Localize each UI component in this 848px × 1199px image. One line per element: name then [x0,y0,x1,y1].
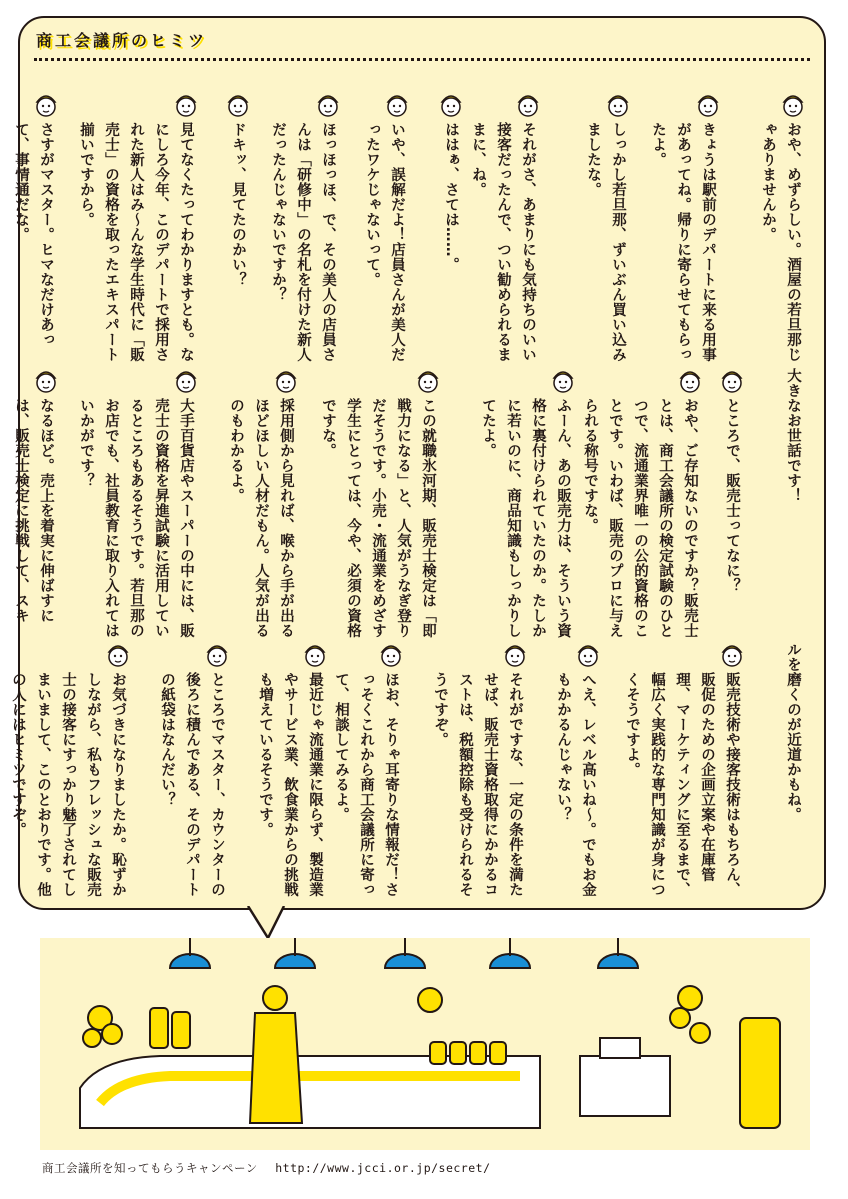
dialogue-line: なるほど。売上を着実に伸ばすには、販売士検定に挑戦して、スキ [13,398,54,623]
page-title: 商工会議所のヒミツ [36,31,208,50]
shop-counter-illustration [40,938,810,1150]
speaker-head-icon [781,92,805,118]
speaker-head-icon [174,368,198,394]
speaker-head-icon [606,92,630,118]
campaign-url[interactable]: http://www.jcci.or.jp/secret/ [275,1161,491,1175]
speaker-head-icon [385,92,409,118]
speaker-head-icon [226,92,250,118]
dialogue-line: 販売技術や接客技術はもちろん、販促のための企画立案や在庫管理、マーケティングに至るまで、幅広く実践的な専門知識が身につくそうですよ。 [624,672,740,897]
dialogue-line: ルを磨くのが近道かもね。 [785,642,801,822]
speaker-head-icon [379,642,403,668]
speaker-head-icon [720,642,744,668]
dialogue-line: へえ、レベル高いね〜。でもお金もかかるんじゃない？ [555,672,596,897]
dialogue-line: 見てなくたってわかりますとも。なにしろ今年、このデパートで採用された新人はみ〜んな学生時代に「販売士」の資格を取ったエキスパート揃いですから。 [78,122,194,362]
speech-bubble-tail [246,906,286,940]
speaker-head-icon [551,368,575,394]
speaker-head-icon [303,642,327,668]
speaker-head-icon [274,368,298,394]
dialogue-line: いや、誤解だよ！店員さんが美人だったワケじゃないって。 [364,122,405,362]
dialogue-line: それがさ、あまりにも気持ちのいい接客だったんで、つい勧められるままに、ね。 [470,122,536,362]
speaker-head-icon [503,642,527,668]
dialogue-line: ドキッ、見てたのかい？ [230,122,246,287]
dialogue-line: しっかし若旦那、ずいぶん買い込みましたな。 [585,122,626,362]
dialogue-line: ほっほっほ、で、その美人の店員さんは「研修中」の名札を付けた新人だったんじゃないですか？ [270,122,336,362]
speaker-head-icon [439,92,463,118]
speaker-head-icon [720,368,744,394]
dialogue-line: おや、ご存知ないのですか？販売士とは、商工会議所の検定試験のひとつで、流通業界唯一の公的資格のことです。いわば、販売のプロに与えられる称号ですな。 [582,398,698,638]
dialogue-line: お気づきになりましたか。恥ずかしながら、私もフレッシュな販売士の接客にすっかり魅了されてしまいまして、このとおりです。他の人にはヒミツですぞ。 [10,672,126,897]
speaker-head-icon [34,92,58,118]
speaker-head-icon [205,642,229,668]
dialogue-line: おや、めずらしい。酒屋の若旦那じゃありませんか。 [760,122,801,362]
dialogue-line: ふーん、あの販売力は、そういう資格に裏付けられていたのか。たしかに若いのに、商品知識もしっかりしてたよ。 [480,398,571,638]
footer [42,1160,501,1176]
dialogue-line: ところでマスター、カウンターの後ろに積んである、そのデパートの紙袋はなんだい？ [159,672,225,897]
speaker-head-icon [696,92,720,118]
speaker-head-icon [416,368,440,394]
speaker-head-icon [576,642,600,668]
speaker-head-icon [516,92,540,118]
speaker-head-icon [106,642,130,668]
speaker-head-icon [316,92,340,118]
dialogue-line: それがですな、一定の条件を満たせば、販売士資格取得にかかるコストは、税額控除も受けられるそうですぞ。 [432,672,523,897]
dialogue-line: 大きなお世話です！ [785,368,801,503]
speaker-head-icon [34,368,58,394]
dialogue-line: 大手百貨店やスーパーの中には、販売士の資格を昇進試験に活用しているところもあるそうです。若旦那のお店でも、社員教育に取り入れてはいかがです？ [78,398,194,638]
dialogue-line: さすがマスター。ヒマなだけあって、事情通だな。 [13,122,54,347]
dialogue-line: ほお、そりゃ耳寄りな情報だ！さっそくこれから商工会議所に寄って、相談してみるよ。 [333,672,399,897]
dialogue-line: 採用側から見れば、喉から手が出るほどほしい人材だもん。人気が出るのもわかるよ。 [228,398,294,638]
dialogue-line: ところで、販売士ってなに？ [724,398,740,593]
dialogue-line: この就職氷河期、販売士検定は「即戦力になる」と、人気がうなぎ登りだそうです。小売・流通業をめざす学生にとっては、今や、必須の資格ですな。 [320,398,436,638]
speaker-head-icon [678,368,702,394]
campaign-name: 商工会議所を知ってもらうキャンペーン [42,1161,258,1175]
dialogue-line: きょうは駅前のデパートに来る用事があってね。帰りに寄らせてもらったよ。 [650,122,716,362]
dialogue-line: 最近じゃ流通業に限らず、製造業やサービス業、飲食業からの挑戦も増えているそうです。 [257,672,323,897]
speaker-head-icon [174,92,198,118]
dialogue-line: ははぁ、さては……。 [443,122,459,272]
title-divider [34,58,810,61]
